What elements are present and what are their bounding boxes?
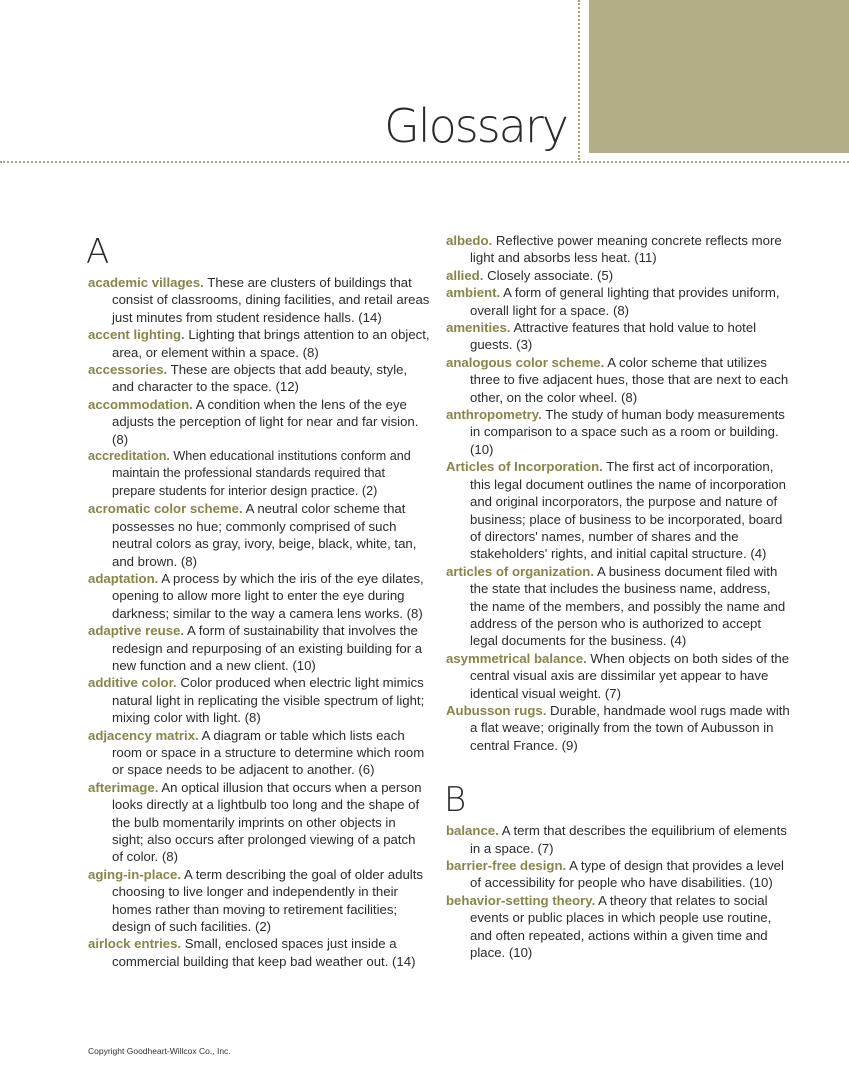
entry-term: aging-in-place. <box>88 866 182 882</box>
entry-definition: A business document filed with the state that includes the business name, address, the name of the members, and possibly the name and address of the person who is authorized to accept legal documents for the business. (4) <box>470 563 786 649</box>
entry-definition: Reflective power meaning concrete reflects more light and absorbs less heat. (11) <box>470 233 782 266</box>
page-title: Glossary <box>384 99 567 153</box>
header-color-block <box>589 0 849 153</box>
entry-definition: Lighting that brings attention to an object, area, or element within a space. (8) <box>112 327 430 360</box>
glossary-entry <box>88 326 430 361</box>
glossary-entry <box>88 396 430 448</box>
glossary-entry <box>446 354 791 406</box>
glossary-entry <box>88 622 430 674</box>
glossary-entry <box>446 702 791 754</box>
entry-term: articles of organization. <box>446 563 595 579</box>
entry-term: ambient. <box>446 285 501 301</box>
entry-definition: A theory that relates to social events or public places in which people use routine, and often repeated, actions within a given time and place. (10) <box>470 892 772 961</box>
section-letter-b: B <box>444 780 467 821</box>
glossary-entry <box>446 892 791 962</box>
glossary-entry <box>446 822 791 857</box>
entry-definition: A form of sustainability that involves the redesign and repurposing of an existing building for a new function and a new client. (10) <box>112 623 423 673</box>
entry-term: acromatic color scheme. <box>88 501 243 517</box>
entry-term: barrier-free design. <box>446 858 567 873</box>
entry-term: afterimage. <box>88 779 159 795</box>
entry-definition: A condition when the lens of the eye adjusts the perception of light for near and far vision. (8) <box>112 396 419 447</box>
glossary-entry <box>446 650 791 702</box>
horizontal-dotted-rule <box>0 161 849 163</box>
entry-term: Aubusson rugs. <box>446 702 547 718</box>
entry-definition: A term that describes the equilibrium of elements in a space. (7) <box>470 823 787 856</box>
glossary-entry <box>88 500 430 570</box>
entry-term: accessories. <box>88 362 168 378</box>
entry-definition: Attractive features that hold value to hotel guests. (3) <box>470 320 757 353</box>
entry-definition: Durable, handmade wool rugs made with a flat weave; originally from the town of Aubusson in central France. (9) <box>470 702 790 753</box>
entry-definition: Closely associate. (5) <box>487 267 614 283</box>
glossary-entry <box>88 674 430 726</box>
glossary-entry <box>446 563 791 650</box>
entry-term: allied. <box>446 267 484 283</box>
entry-definition: These are clusters of buildings that consist of classrooms, dining facilities, and retail areas just minutes from student residence halls. (14) <box>112 275 430 325</box>
vertical-dotted-rule <box>578 0 580 160</box>
entry-definition: A form of general lighting that provides uniform, overall light for a space. (8) <box>470 285 780 318</box>
glossary-entry <box>446 267 791 284</box>
entry-definition: A term describing the goal of older adults choosing to live longer and independently in their homes rather than moving to retirement facilities; design of such facilities. (2) <box>112 866 423 935</box>
copyright-footer: Copyright Goodheart-Willcox Co., Inc. <box>88 1046 231 1056</box>
entry-definition: A diagram or table which lists each room or space in a structure to determine which room or space needs to be adjacent to another. (6) <box>112 727 425 778</box>
glossary-entry <box>88 570 430 622</box>
entry-definition: When educational institutions conform and maintain the professional standards required that prepare students for interior design practice. (2) <box>112 449 411 498</box>
glossary-entry <box>446 857 791 892</box>
section-letter-a: A <box>86 232 110 272</box>
entry-definition: The study of human body measurements in comparison to a space such as a room or building. (10) <box>470 407 785 457</box>
glossary-entry <box>446 232 791 267</box>
entry-definition: When objects on both sides of the central visual axis are dissimilar yet appear to have identical visual weight. (7) <box>470 650 790 701</box>
entry-term: accent lighting. <box>88 327 185 343</box>
entry-term: balance. <box>446 823 499 839</box>
entry-definition: An optical illusion that occurs when a person looks directly at a lightbulb too long and the shape of the bulb momentarily imprints on other objects in sight; also occurs after prolonged viewing of a patch of color. (8) <box>112 779 422 865</box>
entry-term: airlock entries. <box>88 936 182 952</box>
entry-definition: A neutral color scheme that possesses no hue; commonly comprised of such neutral colors as gray, ivory, beige, black, white, tan, and brown. (8) <box>112 501 417 569</box>
entry-term: Articles of Incorporation. <box>446 459 603 475</box>
entry-definition: A type of design that provides a level of accessibility for people who have disabilities. (10) <box>470 858 784 891</box>
entry-term: behavior-setting theory. <box>446 892 596 908</box>
glossary-entry <box>446 319 791 354</box>
entry-definition: The first act of incorporation, this legal document outlines the name of incorporation and original incorporators, the purpose and nature of business; place of business to be incorporated, board of directors' names, number of shares and the stakeholders' rights, and initial capital structure. (4) <box>470 459 786 562</box>
entry-term: albedo. <box>446 233 493 248</box>
entry-definition: A color scheme that utilizes three to five adjacent hues, those that are next to each other, on the color wheel. (8) <box>470 354 789 405</box>
entry-term: asymmetrical balance. <box>446 650 587 666</box>
glossary-entry <box>88 727 430 779</box>
entry-term: adjacency matrix. <box>88 727 199 743</box>
glossary-entry <box>88 361 430 396</box>
glossary-entry <box>88 866 430 936</box>
glossary-entry <box>446 406 791 458</box>
entry-definition: These are objects that add beauty, style, and character to the space. (12) <box>112 362 408 395</box>
glossary-entry <box>446 458 791 562</box>
glossary-entry <box>88 779 430 866</box>
entry-term: academic villages. <box>88 275 204 290</box>
glossary-entry <box>88 274 430 326</box>
entry-term: amenities. <box>446 320 511 336</box>
glossary-entry <box>446 284 791 319</box>
entry-definition: Small, enclosed spaces just inside a commercial building that keep bad weather out. (14) <box>112 936 416 969</box>
glossary-entry <box>88 448 430 500</box>
entry-definition: A process by which the iris of the eye dilates, opening to allow more light to enter the eye during darkness; similar to the way a camera lens works. (8) <box>112 570 424 621</box>
glossary-column-right <box>446 232 791 961</box>
entry-term: accreditation. <box>88 449 170 464</box>
entry-definition: Color produced when electric light mimics natural light in replicating the visible spectrum of light; mixing color with light. (8) <box>112 675 425 726</box>
entry-term: accommodation. <box>88 396 193 412</box>
glossary-column-left <box>88 232 430 970</box>
glossary-entry <box>88 935 430 970</box>
entry-term: additive color. <box>88 675 177 691</box>
entry-term: adaptation. <box>88 570 159 586</box>
entry-term: anthropometry. <box>446 407 542 423</box>
entry-term: analogous color scheme. <box>446 354 605 370</box>
entry-term: adaptive reuse. <box>88 623 185 639</box>
